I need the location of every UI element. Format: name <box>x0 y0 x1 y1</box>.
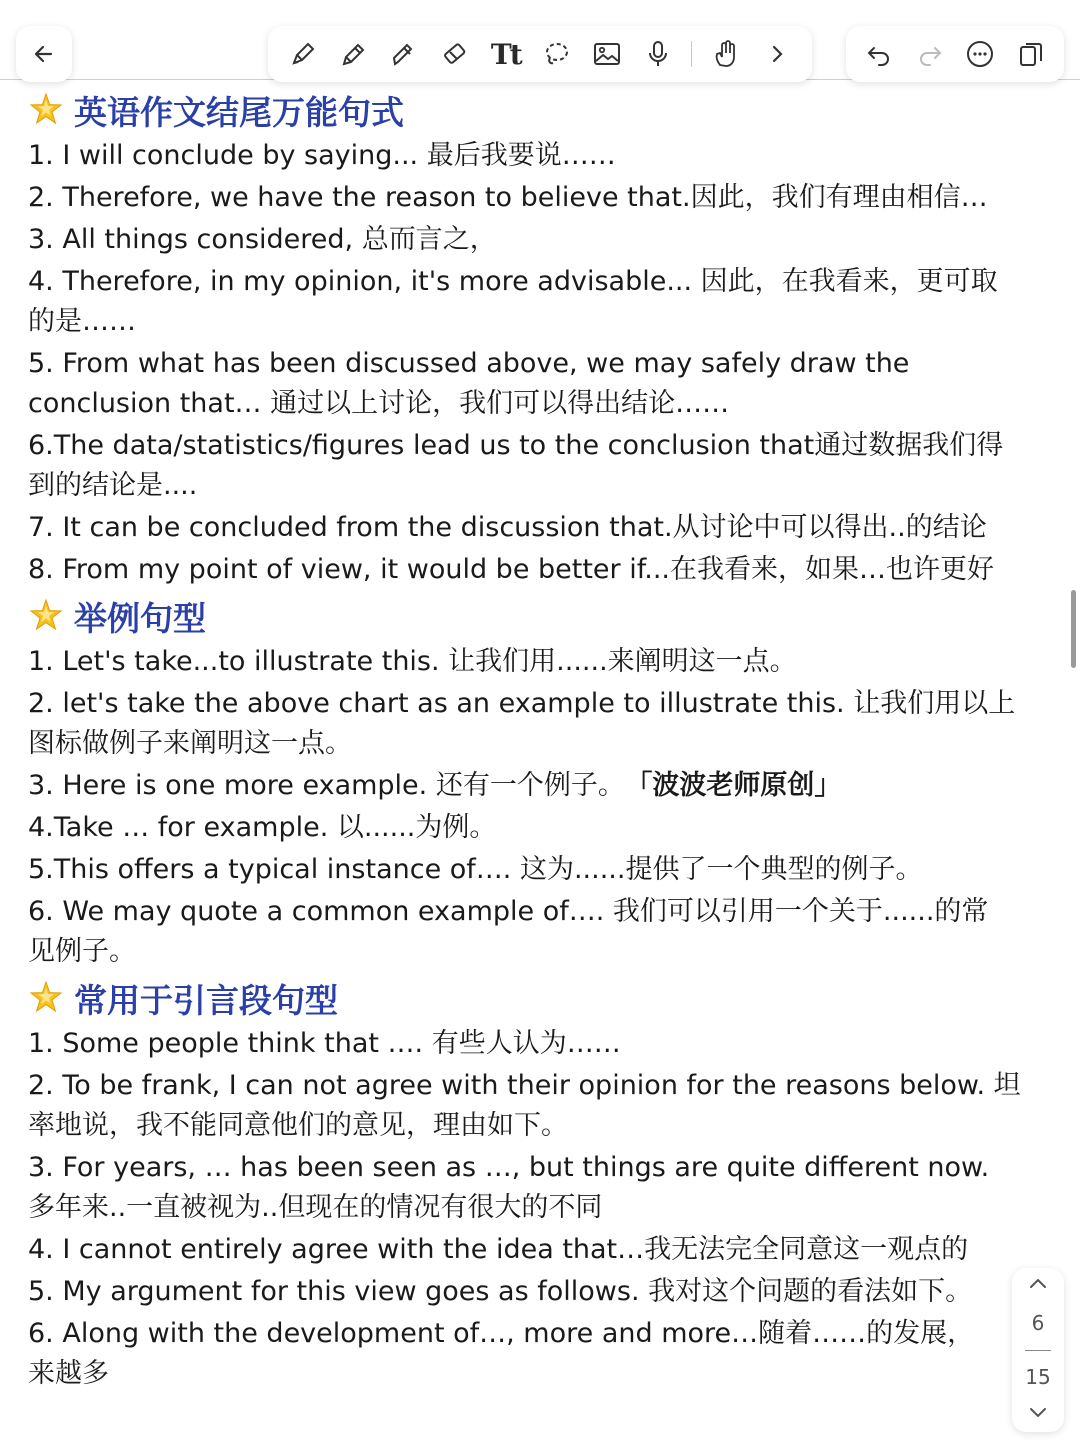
toolbar-separator <box>691 41 692 67</box>
lasso-icon[interactable] <box>539 37 573 71</box>
list-item <box>28 426 1052 506</box>
redo-icon[interactable] <box>913 37 947 71</box>
list-item-line <box>28 136 1052 176</box>
list-item-line <box>28 766 1052 806</box>
chevron-right-icon[interactable] <box>760 37 794 71</box>
list-item-text: 6. We may quote a common example of…. 我们可以引用一个关于......的常 <box>28 896 989 927</box>
list-item-line <box>28 1066 1052 1106</box>
tool-palette <box>268 26 812 82</box>
list-item-line <box>28 724 1052 764</box>
list-item-line <box>28 684 1052 724</box>
back-arrow-icon <box>27 37 61 71</box>
section-heading <box>28 974 1052 1022</box>
list-item-text: 1. I will conclude by saying... 最后我要说…… <box>28 140 616 171</box>
list-item <box>28 1314 1052 1394</box>
highlighter-icon[interactable] <box>388 37 422 71</box>
note-content <box>28 86 1052 1396</box>
list-item <box>28 550 1052 590</box>
list-item-line <box>28 384 1052 424</box>
list-item <box>28 344 1052 424</box>
list-item-text: 到的结论是.... <box>28 470 198 501</box>
list-item-line <box>28 1106 1052 1146</box>
list-item-text: 2. Therefore, we have the reason to believe that.因此，我们有理由相信… <box>28 182 988 213</box>
star-icon <box>28 598 64 634</box>
list-item-text: 3. All things considered, 总而言之， <box>28 224 497 255</box>
list-item-text: 1. Let's take...to illustrate this. 让我们用......来阐明这一点。 <box>28 646 797 677</box>
text-icon[interactable]: Tt <box>490 37 521 71</box>
list-item-line <box>28 1188 1052 1228</box>
section-title: 常用于引言段句型 <box>74 980 338 1020</box>
section-title: 英语作文结尾万能句式 <box>74 92 404 132</box>
total-pages: 15 <box>1025 1365 1051 1390</box>
list-item-text: conclusion that… 通过以上讨论，我们可以得出结论…… <box>28 388 730 419</box>
list-item-line <box>28 932 1052 972</box>
page-divider <box>1025 1350 1051 1351</box>
top-toolbar <box>0 0 1080 88</box>
list-item-text: 来越多 <box>28 1358 109 1389</box>
list-item-text: 4. Therefore, in my opinion, it's more advisable... 因此，在我看来，更可取 <box>28 266 998 297</box>
list-item-line <box>28 178 1052 218</box>
list-item <box>28 684 1052 764</box>
list-item-line <box>28 426 1052 466</box>
page-down-icon[interactable] <box>1027 1404 1049 1424</box>
list-item <box>28 766 1052 806</box>
list-item-text: 5.This offers a typical instance of…. 这为......提供了一个典型的例子。 <box>28 854 923 885</box>
scrollbar[interactable] <box>1071 590 1076 668</box>
list-item-line <box>28 642 1052 682</box>
list-item-text: 2. To be frank, I can not agree with their opinion for the reasons below. 坦 <box>28 1070 1021 1101</box>
list-item <box>28 136 1052 176</box>
list-item-line <box>28 344 1052 384</box>
list-item-text: 4.Take … for example. 以......为例。 <box>28 812 497 843</box>
document-actions <box>846 26 1064 82</box>
list-item-line <box>28 808 1052 848</box>
list-item-text: 2. let's take the above chart as an example to illustrate this. 让我们用以上 <box>28 688 1016 719</box>
image-icon[interactable] <box>590 37 624 71</box>
list-item-text: 6.The data/statistics/figures lead us to the conclusion that通过数据我们得 <box>28 430 1004 461</box>
list-item-text: 4. I cannot entirely agree with the idea that…我无法完全同意这一观点的 <box>28 1234 969 1265</box>
list-item <box>28 1230 1052 1270</box>
section-title: 举例句型 <box>74 598 206 638</box>
list-item-text: 率地说，我不能同意他们的意见，理由如下。 <box>28 1110 568 1141</box>
list-item-line <box>28 302 1052 342</box>
list-item <box>28 1066 1052 1146</box>
list-item-line <box>28 466 1052 506</box>
list-item-text: 见例子。 <box>28 936 136 967</box>
list-item <box>28 1024 1052 1064</box>
more-icon[interactable] <box>963 37 997 71</box>
list-item-line <box>28 1024 1052 1064</box>
list-item-text: 多年来..一直被视为..但现在的情况有很大的不同 <box>28 1192 603 1223</box>
list-item <box>28 178 1052 218</box>
list-item <box>28 1272 1052 1312</box>
pages-icon[interactable] <box>1014 37 1048 71</box>
section-heading <box>28 86 1052 134</box>
hand-draw-icon[interactable] <box>709 37 743 71</box>
list-item-text: 的是…… <box>28 306 136 337</box>
current-page: 6 <box>1031 1310 1045 1335</box>
list-item-line <box>28 1230 1052 1270</box>
list-item-text: 3. For years, … has been seen as …, but things are quite different now. <box>28 1152 990 1183</box>
list-item <box>28 1148 1052 1228</box>
star-icon <box>28 92 64 128</box>
list-item <box>28 508 1052 548</box>
list-item-line <box>28 550 1052 590</box>
pen-icon[interactable] <box>286 37 320 71</box>
eraser-icon[interactable] <box>438 37 472 71</box>
page-up-icon[interactable] <box>1027 1276 1049 1296</box>
pen-icon-2[interactable] <box>337 37 371 71</box>
list-item-text: 图标做例子来阐明这一点。 <box>28 728 352 759</box>
list-item-line <box>28 220 1052 260</box>
list-item <box>28 220 1052 260</box>
list-item-line <box>28 262 1052 302</box>
list-item <box>28 262 1052 342</box>
list-item <box>28 642 1052 682</box>
list-item-line <box>28 1354 1052 1394</box>
list-item-text: 3. Here is one more example. 还有一个例子。 <box>28 770 625 801</box>
list-item <box>28 892 1052 972</box>
back-button[interactable] <box>16 26 72 82</box>
list-item-text: 5. My argument for this view goes as follows. 我对这个问题的看法如下。 <box>28 1276 973 1307</box>
list-item-line <box>28 508 1052 548</box>
list-item-line <box>28 850 1052 890</box>
section-heading <box>28 592 1052 640</box>
list-item-line <box>28 1272 1052 1312</box>
list-item-line <box>28 1148 1052 1188</box>
undo-icon[interactable] <box>862 37 896 71</box>
credit-label: 「波波老师原创」 <box>638 770 842 801</box>
list-item-text: 6. Along with the development of…, more and more…随着……的发展， <box>28 1318 975 1349</box>
list-item <box>28 850 1052 890</box>
list-item-text: 7. It can be concluded from the discussion that.从讨论中可以得出..的结论 <box>28 512 987 543</box>
star-icon <box>28 980 64 1016</box>
microphone-icon[interactable] <box>641 37 675 71</box>
list-item <box>28 808 1052 848</box>
list-item-line <box>28 1314 1052 1354</box>
list-item-text: 8. From my point of view, it would be better if...在我看来，如果…也许更好 <box>28 554 995 585</box>
list-item-line <box>28 892 1052 932</box>
page-indicator <box>1012 1268 1064 1432</box>
list-item-text: 5. From what has been discussed above, we may safely draw the <box>28 348 910 379</box>
list-item-text: 1. Some people think that …. 有些人认为…… <box>28 1028 621 1059</box>
